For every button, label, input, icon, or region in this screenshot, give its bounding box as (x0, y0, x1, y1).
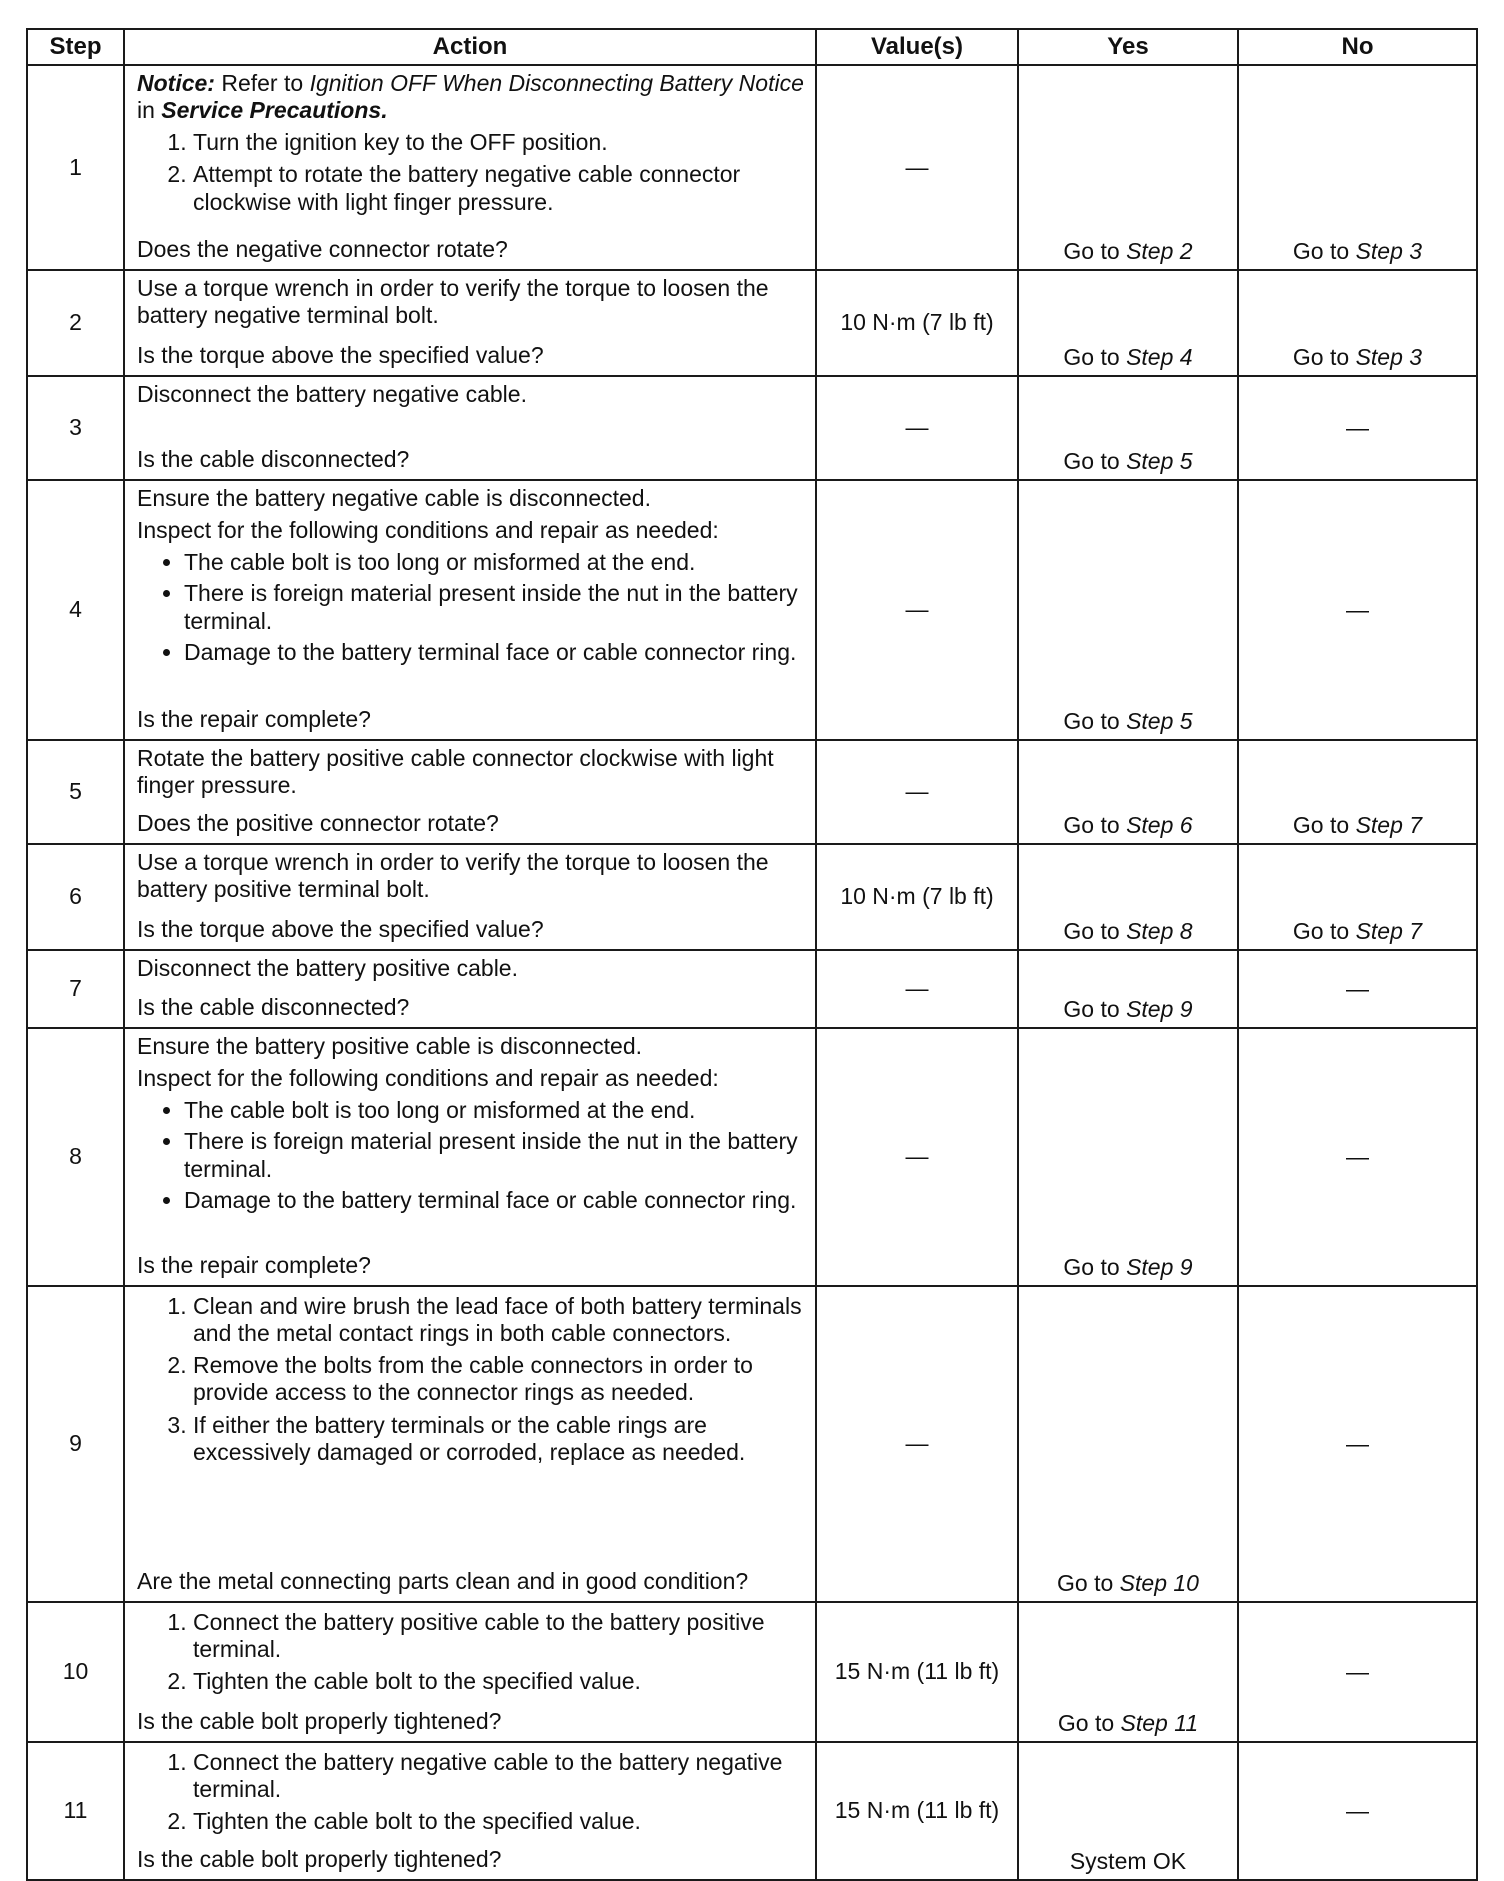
outcome-prefix: Go to (1063, 811, 1127, 838)
action-cell (124, 1602, 816, 1742)
bullet-list (137, 1097, 807, 1214)
step-number: 7 (27, 950, 124, 1028)
table-row (27, 1286, 1477, 1602)
header-no: No (1238, 29, 1477, 65)
question: Is the torque above the specified value? (137, 341, 544, 368)
value-cell: 10 N·m (7 lb ft) (816, 844, 1018, 950)
question: Is the repair complete? (137, 705, 371, 732)
value-cell: 15 N·m (11 lb ft) (816, 1602, 1018, 1742)
yes-cell (1018, 1028, 1238, 1286)
diagnostic-table (26, 28, 1478, 1881)
numbered-list (137, 129, 807, 215)
outcome-prefix: Go to (1063, 707, 1127, 734)
outcome-prefix: Go to (1057, 1709, 1121, 1736)
yes-outcome[interactable] (1019, 918, 1237, 949)
no-outcome-dash: — (1346, 1797, 1369, 1824)
table-row (27, 950, 1477, 1028)
header-yes: Yes (1018, 29, 1238, 65)
value-cell: — (816, 1286, 1018, 1602)
action-cell (124, 950, 816, 1028)
step-link[interactable]: Step 9 (1126, 1253, 1193, 1280)
list-item: • There is foreign material present inside the nut in the battery terminal. (184, 1128, 807, 1182)
question: Is the repair complete? (137, 1251, 371, 1278)
outcome-prefix: Go to (1292, 343, 1356, 370)
header-values: Value(s) (816, 29, 1018, 65)
question: Is the cable disconnected? (137, 445, 410, 472)
no-outcome-dash: — (1346, 1430, 1369, 1457)
yes-outcome[interactable] (1019, 708, 1237, 739)
notice-text-part: Refer to (214, 70, 310, 96)
step-link[interactable]: Step 7 (1355, 811, 1423, 838)
value-cell: — (816, 950, 1018, 1028)
step-link[interactable]: Step 4 (1126, 343, 1193, 370)
action-paragraph: Use a torque wrench in order to verify the torque to loosen the battery positive terminal bolt. (137, 849, 769, 903)
no-outcome-dash: — (1346, 1143, 1369, 1170)
outcome-prefix: Go to (1057, 1569, 1120, 1596)
no-cell (1238, 480, 1477, 740)
table-row (27, 270, 1477, 376)
yes-cell (1018, 844, 1238, 950)
question: Is the cable bolt properly tightened? (137, 1707, 502, 1734)
yes-cell (1018, 1742, 1238, 1880)
question: Are the metal connecting parts clean and in good condition? (137, 1567, 749, 1594)
question: Is the cable disconnected? (137, 993, 410, 1020)
action-cell (124, 376, 816, 480)
list-item: 1. Turn the ignition key to the OFF position. (193, 129, 807, 156)
yes-outcome: System OK (1069, 1847, 1187, 1874)
action-paragraph: Inspect for the following conditions and repair as needed: (137, 517, 719, 544)
outcome-prefix: Go to (1292, 811, 1356, 838)
bullet-list (137, 549, 807, 666)
yes-outcome[interactable] (1019, 448, 1237, 479)
step-link[interactable]: Step 9 (1126, 995, 1193, 1022)
value-cell: 15 N·m (11 lb ft) (816, 1742, 1018, 1880)
step-link[interactable]: Step 2 (1126, 237, 1193, 264)
value-cell: — (816, 480, 1018, 740)
action-paragraph: Use a torque wrench in order to verify the torque to loosen the battery negative terminal bolt. (137, 275, 769, 329)
no-cell (1238, 740, 1477, 844)
header-step: Step (27, 29, 124, 65)
step-number: 1 (27, 65, 124, 270)
action-cell (124, 1028, 816, 1286)
list-item: 2. Attempt to rotate the battery negative cable connector clockwise with light finger pressure. (193, 161, 807, 215)
table-row (27, 1742, 1477, 1880)
list-item: • Damage to the battery terminal face or cable connector ring. (184, 1187, 807, 1214)
action-cell (124, 1286, 816, 1602)
action-paragraph: Disconnect the battery positive cable. (137, 955, 518, 981)
yes-outcome[interactable] (1019, 344, 1237, 375)
no-cell (1238, 1742, 1477, 1880)
list-item: 1. Connect the battery negative cable to the battery negative terminal. (193, 1749, 807, 1803)
yes-cell (1018, 376, 1238, 480)
question: Does the negative connector rotate? (137, 235, 508, 262)
yes-cell (1018, 740, 1238, 844)
step-number: 5 (27, 740, 124, 844)
notice-text (137, 70, 807, 124)
step-link[interactable]: Step 7 (1355, 917, 1423, 944)
outcome-prefix: Go to (1063, 1253, 1127, 1280)
yes-cell (1018, 1602, 1238, 1742)
list-item: 2. Tighten the cable bolt to the specified value. (193, 1668, 807, 1695)
no-outcome[interactable] (1239, 238, 1476, 269)
no-cell (1238, 1028, 1477, 1286)
yes-outcome[interactable] (1019, 1254, 1237, 1285)
value-cell: — (816, 65, 1018, 270)
no-cell (1238, 65, 1477, 270)
notice-label: Notice: (137, 70, 215, 96)
step-link[interactable]: Step 5 (1126, 707, 1193, 734)
list-item: • The cable bolt is too long or misformed at the end. (184, 549, 807, 576)
step-link[interactable]: Step 3 (1355, 343, 1423, 370)
no-cell (1238, 1286, 1477, 1602)
table-row (27, 65, 1477, 270)
value-cell: — (816, 376, 1018, 480)
notice-section[interactable]: Service Precautions. (161, 97, 388, 124)
yes-outcome[interactable] (1019, 1710, 1237, 1741)
action-paragraph: Ensure the battery positive cable is disconnected. (137, 1033, 643, 1059)
table-row (27, 480, 1477, 740)
outcome-prefix: Go to (1292, 917, 1356, 944)
table-row (27, 376, 1477, 480)
step-number: 10 (27, 1602, 124, 1742)
header-row (27, 29, 1477, 65)
action-paragraph: Disconnect the battery negative cable. (137, 381, 527, 407)
value-cell: 10 N·m (7 lb ft) (816, 270, 1018, 376)
table-row (27, 1028, 1477, 1286)
yes-outcome[interactable] (1019, 812, 1237, 843)
step-number: 8 (27, 1028, 124, 1286)
list-item: 3. If either the battery terminals or the cable rings are excessively damaged or corroded, replace as needed. (193, 1412, 807, 1466)
list-item: • Damage to the battery terminal face or cable connector ring. (184, 639, 807, 666)
header-action: Action (124, 29, 816, 65)
step-link[interactable]: Step 11 (1120, 1709, 1199, 1736)
question: Is the torque above the specified value? (137, 915, 544, 942)
outcome-prefix: Go to (1063, 917, 1127, 944)
yes-cell (1018, 1286, 1238, 1602)
outcome-prefix: Go to (1063, 343, 1127, 370)
action-cell (124, 844, 816, 950)
step-link[interactable]: Step 8 (1126, 917, 1193, 944)
no-outcome-dash: — (1346, 596, 1369, 623)
yes-outcome[interactable] (1019, 1570, 1237, 1601)
step-number: 11 (27, 1742, 124, 1880)
list-item: • The cable bolt is too long or misformed at the end. (184, 1097, 807, 1124)
table-row (27, 844, 1477, 950)
step-link[interactable]: Step 10 (1119, 1569, 1199, 1596)
no-outcome[interactable] (1239, 812, 1476, 843)
no-cell (1238, 376, 1477, 480)
yes-cell (1018, 480, 1238, 740)
action-cell (124, 270, 816, 376)
question: Is the cable bolt properly tightened? (137, 1845, 502, 1872)
outcome-prefix: Go to (1063, 447, 1127, 474)
action-cell (124, 480, 816, 740)
step-link[interactable]: Step 5 (1126, 447, 1193, 474)
step-number: 2 (27, 270, 124, 376)
notice-text-part: in (137, 97, 162, 124)
numbered-list (137, 1749, 807, 1840)
action-cell (124, 1742, 816, 1880)
action-cell (124, 65, 816, 270)
outcome-prefix: Go to (1292, 237, 1356, 264)
no-outcome-dash: — (1346, 1658, 1369, 1685)
step-number: 9 (27, 1286, 124, 1602)
list-item: • There is foreign material present inside the nut in the battery terminal. (184, 580, 807, 634)
action-paragraph: Inspect for the following conditions and repair as needed: (137, 1065, 719, 1092)
action-cell (124, 740, 816, 844)
no-cell (1238, 1602, 1477, 1742)
question: Does the positive connector rotate? (137, 809, 499, 836)
no-outcome-dash: — (1346, 414, 1369, 441)
numbered-list (137, 1609, 807, 1700)
action-paragraph: Rotate the battery positive cable connector clockwise with light finger pressure. (137, 745, 774, 799)
list-item: 2. Remove the bolts from the cable connectors in order to provide access to the connector rings as needed. (193, 1352, 807, 1406)
no-cell (1238, 270, 1477, 376)
table-row (27, 1602, 1477, 1742)
yes-cell (1018, 950, 1238, 1028)
yes-outcome[interactable] (1019, 238, 1237, 269)
list-item: 1. Connect the battery positive cable to the battery positive terminal. (193, 1609, 807, 1663)
no-outcome-dash: — (1346, 975, 1369, 1002)
value-cell: — (816, 1028, 1018, 1286)
list-item: 2. Tighten the cable bolt to the specified value. (193, 1808, 807, 1835)
no-cell (1238, 950, 1477, 1028)
no-outcome[interactable] (1239, 344, 1476, 375)
notice-reference[interactable]: Ignition OFF When Disconnecting Battery Notice (309, 70, 804, 96)
no-outcome[interactable] (1239, 918, 1476, 949)
step-number: 4 (27, 480, 124, 740)
yes-outcome[interactable] (1019, 996, 1237, 1027)
table-row (27, 740, 1477, 844)
numbered-list (137, 1293, 807, 1471)
step-link[interactable]: Step 6 (1126, 811, 1193, 838)
no-cell (1238, 844, 1477, 950)
step-number: 6 (27, 844, 124, 950)
step-link[interactable]: Step 3 (1355, 237, 1423, 264)
value-cell: — (816, 740, 1018, 844)
action-paragraph: Ensure the battery negative cable is disconnected. (137, 485, 651, 511)
yes-cell (1018, 270, 1238, 376)
step-number: 3 (27, 376, 124, 480)
outcome-prefix: Go to (1063, 995, 1127, 1022)
yes-cell (1018, 65, 1238, 270)
list-item: 1. Clean and wire brush the lead face of both battery terminals and the metal contact rings in both cable connectors. (193, 1293, 807, 1347)
outcome-prefix: Go to (1063, 237, 1127, 264)
